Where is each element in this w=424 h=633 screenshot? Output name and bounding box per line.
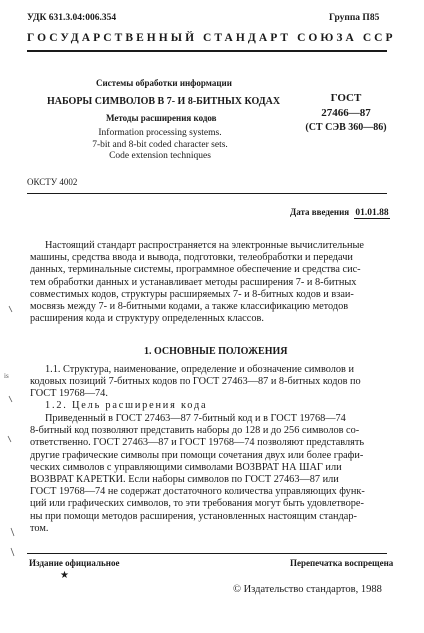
margin-tick	[9, 396, 12, 402]
paragraph-line: кодовых позиций 7-битных кодов по ГОСТ 27463—87 и 8-битных кодов по	[30, 376, 361, 388]
footer-rule	[27, 553, 387, 554]
title-block-rule	[27, 193, 387, 194]
english-title	[70, 128, 250, 163]
margin-tick	[8, 436, 11, 442]
paragraph-line: Приведенный в ГОСТ 27463—87 7-битный код и в ГОСТ 19768—74	[45, 413, 346, 424]
margin-tick	[9, 306, 12, 312]
margin-tick	[11, 528, 14, 536]
paragraph-line: ответственно. ГОСТ 27463—87 и ГОСТ 19768—74 позволяют представлять	[30, 437, 365, 449]
clause-1-2-heading: 1.2. Цель расширения кода	[45, 400, 208, 411]
series-name: Системы обработки информации	[96, 78, 232, 88]
paragraph-line: ГОСТ 19768—74 не содержат достаточного количества управляющих функ-	[30, 486, 365, 498]
reprint-prohibited: Перепечатка воспрещена	[290, 558, 394, 568]
margin-tick	[11, 548, 14, 556]
paragraph-line: данных, терминальные системы, программное обеспечение и средства сис-	[30, 264, 361, 276]
paragraph-line: расширения кода и структуру определенных классов.	[30, 313, 264, 325]
copyright: © Издательство стандартов, 1988	[233, 584, 382, 595]
margin-tick-marks	[0, 0, 30, 633]
paragraph-line: другие графические символы при помощи сочетания двух или более графи-	[30, 449, 364, 461]
margin-mark: is	[4, 372, 9, 380]
section-heading: 1. ОСНОВНЫЕ ПОЛОЖЕНИЯ	[144, 346, 288, 357]
english-title-line: Code extension techniques	[109, 151, 211, 161]
header-rule	[27, 50, 387, 52]
paragraph-line: тем обработки данных и устанавливает методы расширения 7- и 8-битных	[30, 276, 357, 288]
intro-date-label: Дата введения	[290, 207, 350, 217]
paragraph-line: Настоящий стандарт распространяется на электронные вычислительные	[45, 240, 364, 251]
paragraph-line: ны при помощи методов расширения, установленных настоящим стандар-	[30, 510, 357, 522]
okstu-code: ОКСТУ 4002	[27, 177, 78, 187]
official-edition: Издание официальное	[29, 558, 120, 568]
clause-1-1	[30, 364, 388, 401]
paragraph-line: совместимых кодов, структуры расширяемых 7- и 8-битных кодов и взаи-	[30, 288, 354, 300]
english-title-line: 7-bit and 8-bit coded character sets.	[92, 139, 228, 150]
intro-date	[290, 207, 390, 218]
gost-number: 27466—87	[321, 107, 371, 119]
english-title-line: Information processing systems.	[98, 128, 222, 138]
intro-date-value: 01.01.88	[355, 208, 389, 218]
paragraph-line: ГОСТ 19768—74.	[30, 388, 108, 400]
udk-code: УДК 631.3.04:006.354	[27, 13, 117, 23]
intro-paragraph	[30, 240, 388, 325]
document-title: НАБОРЫ СИМВОЛОВ В 7- И 8-БИТНЫХ КОДАХ	[47, 96, 281, 107]
paragraph-line: том.	[30, 522, 49, 534]
group-code: Группа П85	[329, 13, 380, 23]
star-icon: ★	[60, 570, 69, 581]
paragraph-line: 8-битный код позволяют представить наборы до 128 и до 256 символов со-	[30, 425, 360, 437]
paragraph-line: ческих символов с управляющими символами ВОЗВРАТ НА ШАГ или	[30, 461, 342, 473]
state-standard-heading: ГОСУДАРСТВЕННЫЙ СТАНДАРТ СОЮЗА ССР	[27, 32, 396, 44]
paragraph-line: ВОЗВРАТ КАРЕТКИ. Если наборы символов по ГОСТ 27463—87 или	[30, 474, 339, 486]
paragraph-line: машины, средства ввода и вывода, подготовки, телеобработки и передачи	[30, 252, 353, 264]
document-subtitle: Методы расширения кодов	[106, 113, 217, 123]
paragraph-line: 1.1. Структура, наименование, определение и обозначение символов и	[45, 364, 354, 375]
paragraph-line: ций или графических символов, то эти требования могут быть удовлетворе-	[30, 498, 364, 510]
gost-label: ГОСТ	[330, 92, 362, 104]
st-sev-number: (СТ СЭВ 360—86)	[305, 122, 387, 133]
clause-1-2-body	[30, 413, 388, 535]
paragraph-line: мосвязь между 7- и 8-битными кодами, а также классификацию методов	[30, 301, 349, 313]
